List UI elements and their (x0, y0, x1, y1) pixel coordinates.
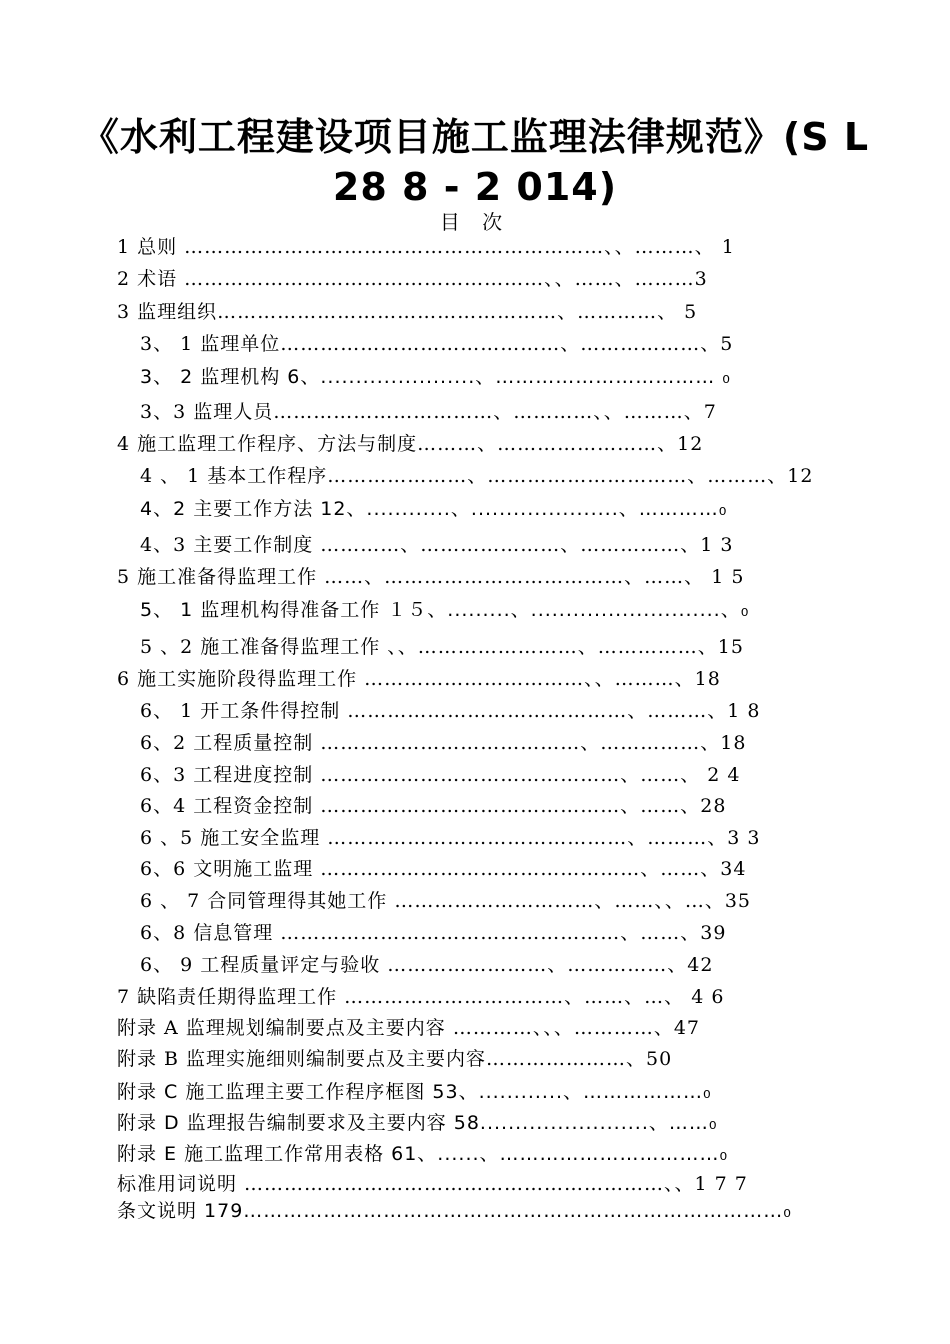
toc-entry-5-preparation[interactable]: 5 施工准备得监理工作 ……、………………………………、……、 1 5 (117, 566, 745, 588)
toc-entry-6-9[interactable]: 6、 9 工程质量评定与验收 ……………………、……………、42 (140, 954, 714, 976)
toc-entry-clause-notes[interactable]: 条文说明 179………………………………………………………………………₀ (117, 1200, 792, 1222)
toc-entry-6-6[interactable]: 6、6 文明施工监理 …………………………………………、……、34 (140, 858, 747, 880)
toc-entry-appendix-e[interactable]: 附录 E 施工监理工作常用表格 61、......、……………………………₀ (117, 1143, 729, 1165)
toc-entry-6-5[interactable]: 6 、5 施工安全监理 ………………………………………、………、3 3 (140, 827, 761, 849)
toc-entry-6-7[interactable]: 6 、 7 合同管理得其她工作 …………………………、……、、…、35 (140, 890, 752, 912)
toc-entry-6-1[interactable]: 6、 1 开工条件得控制 ……………………………………、………、1 8 (140, 700, 761, 722)
toc-entry-3-1[interactable]: 3、 1 监理单位……………………………………、………………、5 (140, 333, 734, 355)
toc-entry-appendix-b[interactable]: 附录 B 监理实施细则编制要点及主要内容…………………、50 (117, 1048, 673, 1070)
toc-heading: 目 次 (439, 210, 511, 234)
toc-entry-4-2[interactable]: 4、2 主要工作方法 12、............、.....................、…………₀ (140, 498, 728, 520)
toc-entry-6-2[interactable]: 6、2 工程质量控制 …………………………………、……………、18 (140, 732, 747, 754)
title-line-1: 《水利工程建设项目施工监理法律规范》(S L (80, 115, 870, 159)
toc-entry-1-general[interactable]: 1 总则 ………………………………………………………、、………、 1 (117, 236, 735, 258)
toc-entry-5-2[interactable]: 5 、2 施工准备得监理工作 、、……………………、……………、15 (140, 636, 744, 658)
toc-entry-7-defects[interactable]: 7 缺陷责任期得监理工作 ……………………………、……、…、 4 6 (117, 986, 725, 1008)
toc-entry-4-procedures[interactable]: 4 施工监理工作程序、方法与制度………、……………………、12 (117, 433, 704, 455)
toc-entry-appendix-c[interactable]: 附录 C 施工监理主要工作程序框图 53、............、………………₀ (117, 1081, 712, 1103)
toc-entry-6-implementation[interactable]: 6 施工实施阶段得监理工作 ……………………………、、………、18 (117, 668, 721, 690)
toc-entry-appendix-d[interactable]: 附录 D 监理报告编制要求及主要内容 58........................、……₀ (117, 1112, 718, 1134)
toc-entry-6-3[interactable]: 6、3 工程进度控制 ………………………………………、……、 2 4 (140, 764, 741, 786)
toc-entry-3-3[interactable]: 3、3 监理人员……………………………、…………、、………、7 (140, 401, 717, 423)
toc-entry-3-2[interactable]: 3、 2 监理机构 6、......................、…………………………… ₀ (140, 366, 731, 388)
toc-entry-3-organization[interactable]: 3 监理组织……………………………………………、…………、 5 (117, 301, 698, 323)
toc-entry-5-1[interactable]: 5、 1 监理机构得准备工作 １５、.........、...........................、₀ (140, 599, 750, 621)
toc-entry-6-4[interactable]: 6、4 工程资金控制 ………………………………………、……、28 (140, 795, 727, 817)
toc-entry-terminology[interactable]: 标准用词说明 ………………………………………………………、、1 7 7 (117, 1173, 748, 1195)
toc-entry-4-1[interactable]: 4 、 1 基本工作程序…………………、…………………………、………、12 (140, 465, 814, 487)
title-line-2: 28 8 - 2 014) (332, 165, 618, 209)
toc-entry-appendix-a[interactable]: 附录 A 监理规划编制要点及主要内容 …………、、、…………、47 (117, 1017, 701, 1039)
toc-entry-6-8[interactable]: 6、8 信息管理 ……………………………………………、……、39 (140, 922, 727, 944)
toc-entry-2-terms[interactable]: 2 术语 ………………………………………………、、……、………3 (117, 268, 708, 290)
toc-entry-4-3[interactable]: 4、3 主要工作制度 …………、…………………、……………、1 3 (140, 534, 734, 556)
